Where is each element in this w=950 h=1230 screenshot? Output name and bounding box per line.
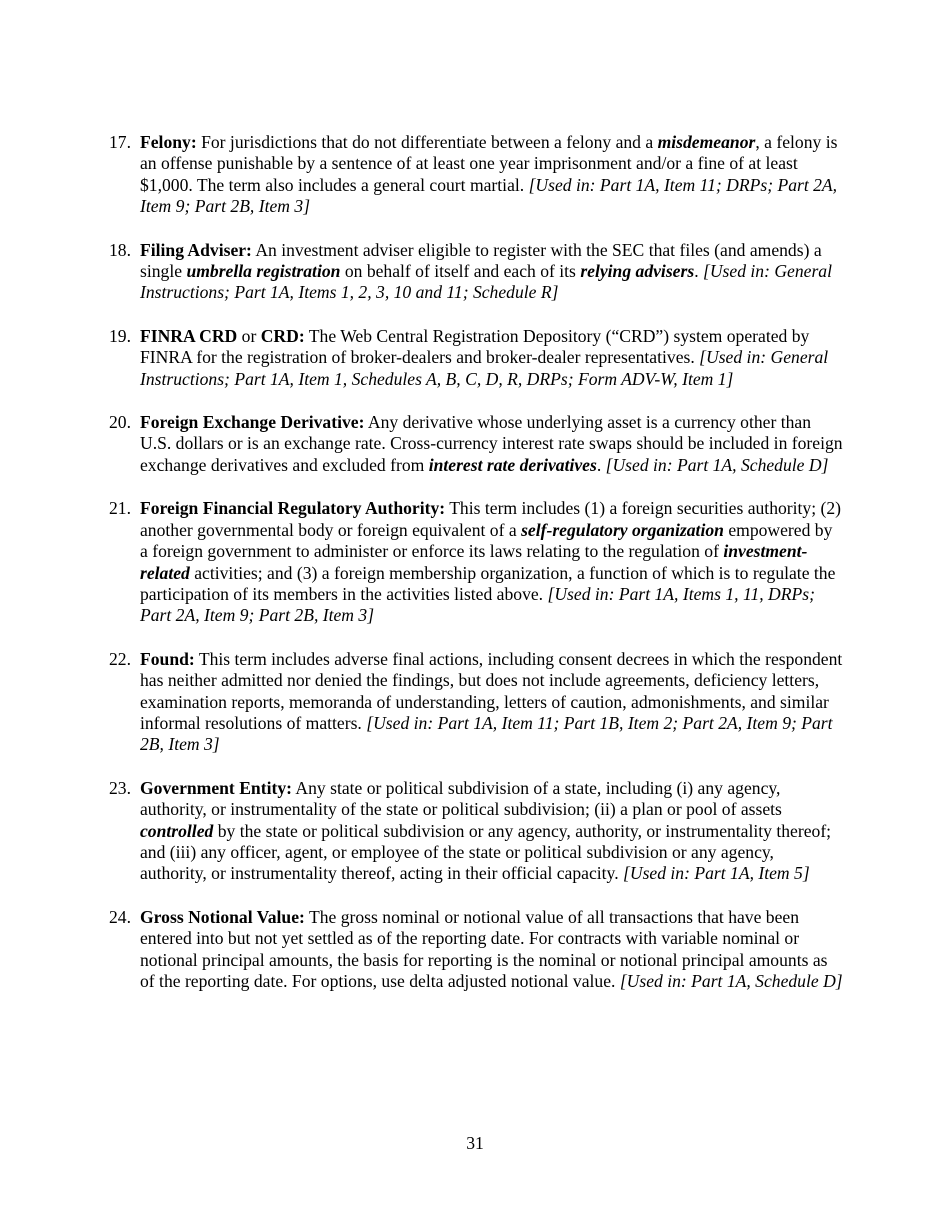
defined-term: Gross Notional Value:	[140, 906, 305, 927]
definition-text-run: The gross nominal or notional value of all transactions that have been entered into but not yet settled as of the reporting date. For contracts with variable nominal or notional principal amounts, the basis for reporting is the nominal or notional principal amounts as of the reporting date. For options, use delta adjusted notional value.	[140, 906, 828, 991]
used-in-reference: [Used in: Part 1A, Item 11; Part 1B, Item 2; Part 2A, Item 9; Part 2B, Item 3]	[140, 712, 833, 755]
definition-number: 17.	[109, 132, 131, 152]
definition-text-run: An investment adviser eligible to register with the SEC that files (and amends) a single	[140, 239, 822, 282]
definition-text	[140, 498, 844, 626]
definition-item	[109, 132, 844, 218]
defined-term: FINRA CRD	[140, 325, 238, 346]
definition-text	[140, 412, 844, 476]
definition-text-run: on behalf of itself and each of its	[340, 261, 581, 282]
definition-text-run: or	[237, 325, 261, 346]
cross-referenced-term: interest rate derivatives	[428, 454, 597, 475]
definition-text-run: activities; and (3) a foreign membership organization, a function of which is to regulate the participation of its members in the activities listed above.	[140, 562, 836, 604]
definition-text-run: The Web Central Registration Depository (“CRD”) system operated by FINRA for the registration of broker-dealers and broker-dealer representatives.	[140, 325, 810, 368]
defined-term: Found:	[140, 648, 195, 669]
used-in-reference: [Used in: Part 1A, Schedule D]	[605, 454, 829, 475]
definition-item	[109, 907, 844, 993]
page-number: 31	[466, 1133, 484, 1153]
definition-text-run: This term includes adverse final actions, including consent decrees in which the respondent has neither admitted nor denied the findings, but does not include agreements, deficiency letters, examination reports, memoranda of understanding, letters of caution, admonishments, and similar informal resolutions of matters.	[140, 648, 843, 733]
used-in-reference: [Used in: Part 1A, Schedule D]	[619, 971, 843, 991]
defined-term: Foreign Financial Regulatory Authority:	[140, 498, 446, 519]
used-in-reference: [Used in: General Instructions; Part 1A, Items 1, 2, 3, 10 and 11; Schedule R]	[140, 261, 832, 303]
cross-referenced-term: misdemeanor	[657, 132, 756, 152]
definition-text	[140, 132, 844, 218]
definition-number: 19.	[109, 325, 131, 346]
defined-term: Felony:	[140, 132, 197, 152]
definition-text	[140, 907, 844, 993]
definition-list	[109, 132, 844, 1014]
defined-term: Filing Adviser:	[140, 239, 252, 260]
definition-text	[140, 240, 844, 304]
definition-item	[109, 498, 844, 626]
definition-item	[109, 240, 844, 304]
definition-text-run: , a felony is an offense punishable by a sentence of at least one year imprisonment and/or a fine of at least $1,000. The term also includes a general court martial.	[140, 132, 838, 195]
definition-text-run: .	[596, 454, 606, 475]
definition-item	[109, 649, 844, 756]
used-in-reference: [Used in: Part 1A, Item 11; DRPs; Part 2A, Item 9; Part 2B, Item 3]	[140, 174, 838, 217]
definition-number: 23.	[109, 777, 131, 798]
definition-text-run: by the state or political subdivision or any agency, authority, or instrumentality thereof; and (iii) any officer, agent, or employee of the state or political subdivision or any agency, authority, or instrumentality thereof, acting in their official capacity.	[140, 820, 832, 884]
cross-referenced-term: investment-related	[140, 541, 808, 583]
definition-text-run: empowered by a foreign government to administer or enforce its laws relating to the regulation of	[140, 519, 833, 562]
definition-number: 22.	[109, 648, 131, 669]
definition-number: 18.	[109, 239, 131, 260]
definition-text	[140, 649, 844, 756]
definition-text-run: For jurisdictions that do not differentiate between a felony and a	[196, 132, 658, 152]
defined-term: Foreign Exchange Derivative:	[140, 412, 365, 433]
defined-term: CRD:	[260, 325, 305, 346]
definition-text	[140, 326, 844, 390]
definition-number: 24.	[109, 906, 131, 927]
used-in-reference: [Used in: Part 1A, Items 1, 11, DRPs; Part 2A, Item 9; Part 2B, Item 3]	[140, 583, 815, 626]
definition-text	[140, 778, 844, 885]
definition-item	[109, 778, 844, 885]
cross-referenced-term: controlled	[140, 820, 214, 841]
definition-number: 21.	[109, 498, 131, 519]
definition-number: 20.	[109, 412, 131, 433]
definition-text-run: .	[694, 261, 703, 282]
definition-item	[109, 326, 844, 390]
used-in-reference: [Used in: Part 1A, Item 5]	[623, 863, 810, 884]
definition-text-run: Any state or political subdivision of a state, including (i) any agency, authority, or instrumentality of the state or political subdivision; (ii) a plan or pool of assets	[140, 777, 782, 820]
used-in-reference: [Used in: General Instructions; Part 1A, Item 1, Schedules A, B, C, D, R, DRPs; Form ADV-W, Item 1]	[140, 347, 829, 389]
cross-referenced-term: self-regulatory organization	[521, 519, 724, 540]
cross-referenced-term: umbrella registration	[186, 261, 341, 282]
definition-text-run: Any derivative whose underlying asset is a currency other than U.S. dollars or is an exchange rate. Cross-currency interest rate swaps should be included in foreign exchange derivatives and excluded from	[140, 412, 843, 475]
defined-term: Government Entity:	[140, 777, 292, 798]
definition-text-run: This term includes (1) a foreign securities authority; (2) another governmental body or foreign equivalent of a	[140, 498, 842, 540]
definition-item	[109, 412, 844, 476]
cross-referenced-term: relying advisers	[580, 261, 695, 282]
